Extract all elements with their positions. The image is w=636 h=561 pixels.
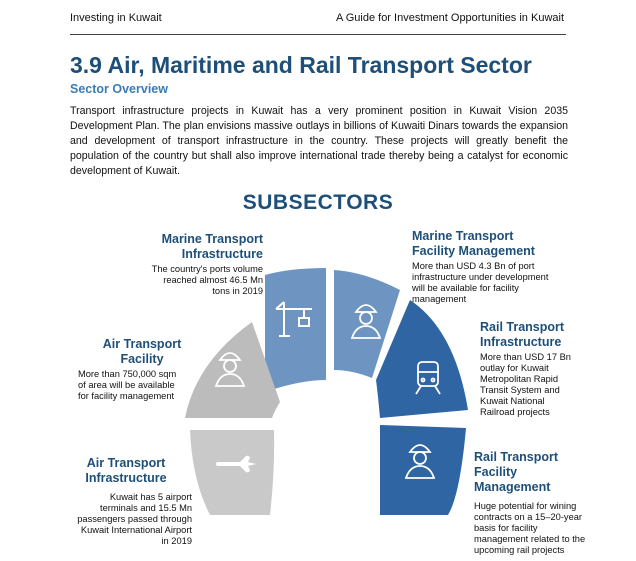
desc-line: Metropolitan Rapid: [480, 374, 559, 384]
subsector-title: Air Transport: [86, 456, 166, 470]
desc-line: will be available for facility: [412, 283, 519, 293]
subsector-marine-facility: [412, 229, 587, 305]
desc-line: terminals and 15.5 Mn: [100, 503, 192, 513]
subsector-title: Marine Transport: [161, 232, 263, 246]
desc-line: More than USD 4.3 Bn of port: [412, 261, 535, 271]
subsector-air-infrastructure: [60, 456, 192, 547]
subsector-title: Infrastructure: [85, 471, 167, 485]
subsector-title: Infrastructure: [480, 335, 562, 349]
desc-line: tons in 2019: [212, 286, 263, 296]
subsector-title: Facility: [474, 465, 518, 479]
subsector-title: Rail Transport: [474, 450, 559, 464]
desc-line: outlay for Kuwait: [480, 363, 549, 373]
page-title: 3.9 Air, Maritime and Rail Transport Sector: [70, 52, 532, 78]
segment-marine-infrastructure: [265, 268, 326, 392]
desc-line: Kuwait International Airport: [80, 525, 192, 535]
subsector-title: Marine Transport: [412, 229, 514, 243]
subsector-title: Facility: [120, 352, 164, 366]
desc-line: passengers passed through: [77, 514, 192, 524]
subsector-desc: [60, 492, 192, 547]
desc-line: infrastructure under development: [412, 272, 549, 282]
desc-line: The country's ports volume: [151, 264, 263, 274]
desc-line: of area will be available: [78, 380, 175, 390]
subsectors-heading: SUBSECTORS: [242, 191, 394, 214]
subsector-desc: [78, 369, 198, 402]
desc-line: contracts on a 15–20-year: [474, 512, 583, 522]
desc-line: Railroad projects: [480, 407, 550, 417]
header-left: Investing in Kuwait: [70, 12, 162, 24]
desc-line: Transit System and: [480, 385, 560, 395]
desc-line: More than USD 17 Bn: [480, 352, 571, 362]
desc-line: reached almost 46.5 Mn: [163, 275, 263, 285]
subsector-title: Infrastructure: [181, 247, 263, 261]
desc-line: upcoming rail projects: [474, 545, 565, 555]
subsector-desc: [120, 264, 263, 297]
desc-line: More than 750,000 sqm: [78, 369, 177, 379]
subsector-title: Air Transport: [102, 337, 182, 351]
subsector-title: Rail Transport: [480, 320, 565, 334]
overview-paragraph: Transport infrastructure projects in Kuwait has a very prominent position in Kuwait Vision 2035 Development Plan. The plan envisions massive outlays in billions of Kuwaiti Dinars towards the expansion and development of transport infrastructure in the country. These projects will greatly benefit the population of the country but shall also improve international trade thereby being a catalyst for economic development of Kuwait.: [70, 105, 568, 177]
subsector-desc: [412, 261, 587, 305]
desc-line: basis for facility: [474, 523, 538, 533]
desc-line: management related to the: [474, 534, 586, 544]
header-right: A Guide for Investment Opportunities in Kuwait: [335, 12, 564, 24]
desc-line: Kuwait has 5 airport: [109, 492, 192, 502]
subsector-air-facility: [78, 337, 198, 402]
subsector-rail-facility: [474, 450, 604, 556]
subsector-marine-infrastructure: [120, 232, 263, 297]
subsector-title: Facility Management: [412, 244, 535, 258]
subsector-desc: [480, 352, 600, 418]
section-subtitle: Sector Overview: [70, 82, 168, 96]
desc-line: management: [412, 294, 467, 304]
desc-line: for facility management: [78, 391, 175, 401]
subsector-desc: [474, 501, 604, 556]
segment-rail-facility: [380, 425, 466, 515]
desc-line: Huge potential for wining: [474, 501, 577, 511]
subsector-rail-infrastructure: [480, 320, 600, 418]
desc-line: in 2019: [161, 536, 192, 546]
segment-air-infrastructure: [190, 430, 274, 515]
desc-line: Kuwait National: [480, 396, 545, 406]
subsector-title: Management: [474, 480, 551, 494]
